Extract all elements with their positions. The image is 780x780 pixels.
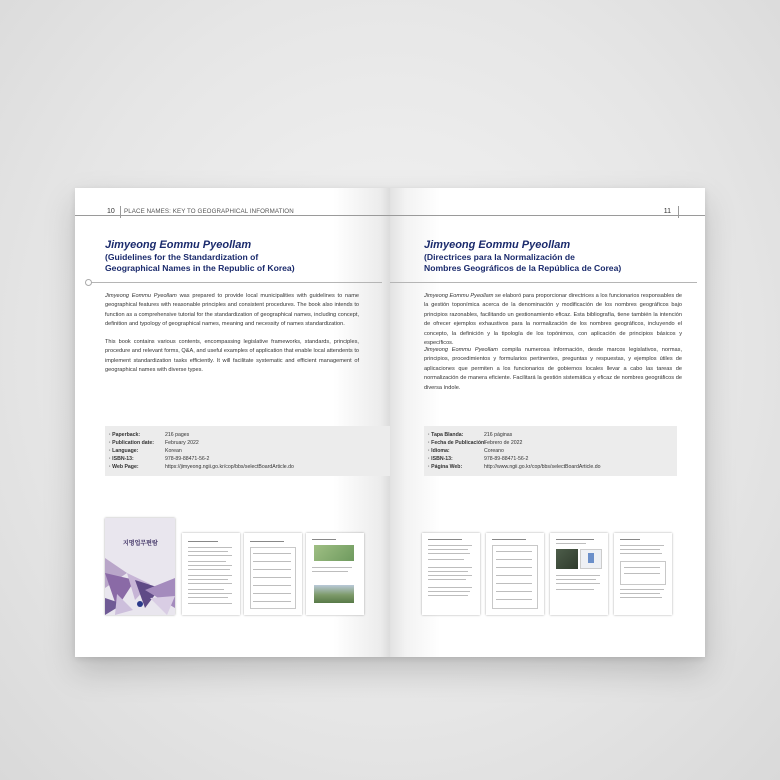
running-title: PLACE NAMES: KEY TO GEOGRAPHICAL INFORMATION: [124, 208, 294, 215]
paragraph-1: [424, 292, 682, 348]
spec-band: [424, 426, 677, 476]
paragraph-lead: Jimyeong Eommu Pyeollam: [424, 293, 494, 299]
spec-row: [109, 432, 369, 439]
spec-row: [428, 440, 688, 447]
paragraph-text: compila numerosa información, desde marcos legislativos, normas, principios, procedimientos y formularios pertinentes, preguntas y respuestas, y ejemplos útiles de aplicaciones que permiten a los funcionarios de gobiernos locales llevar a cabo las tareas de normalización de manera eficiente. Facilitará la gestión sistemática y eficaz de nombres geográficos de diversa índole.: [424, 347, 683, 391]
page-number: 10: [107, 208, 115, 215]
spec-value: 978-89-88471-56-2: [484, 456, 529, 462]
book-title: Jimyeong Eommu Pyeollam: [424, 239, 571, 251]
spec-key: · Idioma:: [428, 448, 450, 454]
spec-key: · ISBN-13:: [109, 456, 134, 462]
header-rule: [75, 215, 390, 216]
spec-key: · ISBN-13:: [428, 456, 453, 462]
spec-value: February 2022: [165, 440, 199, 446]
spec-key: · Tapa Blanda:: [428, 432, 464, 438]
page-thumbnail: [422, 533, 480, 615]
book-cover-thumbnail: [105, 518, 175, 615]
right-page: [390, 188, 705, 657]
page-thumbnail: [244, 533, 302, 615]
spec-row: [428, 464, 688, 471]
header-separator: [120, 206, 121, 218]
paragraph-text: se elaboró para proporcionar directrices a los funcionarios responsables de la gestión toponímica acerca de la denominación y modificación de los nombres geográficos bajo principios razonables, facilitando un gestionamiento eficaz. Esta bibliografía, tiene también la intención de ofrecer ejemplos exhaustivos para la normalización de los nombres geográficos, incluyendo el concepto, la definición y la tipología de los topónimos, con aplicación de principios básicos y específicos.: [424, 293, 682, 347]
book-spread: [75, 188, 705, 657]
page-thumbnail: [306, 533, 364, 615]
book-subtitle: [105, 252, 355, 274]
paragraph-1: [105, 292, 359, 330]
book-title: Jimyeong Eommu Pyeollam: [105, 239, 252, 251]
book-subtitle: [424, 252, 674, 274]
spec-key: · Publication date:: [109, 440, 154, 446]
subtitle-line: Nombres Geográficos de la República de Corea): [424, 263, 622, 273]
spec-row: [109, 464, 369, 471]
cover-title: 지명업무편람: [123, 541, 158, 547]
subtitle-line: (Guidelines for the Standardization of: [105, 252, 259, 262]
spec-value: http://www.ngii.go.kr/cop/bbs/selectBoardArticle.do: [484, 464, 601, 470]
spec-value: Febrero de 2022: [484, 440, 523, 446]
page-thumbnail: [614, 533, 672, 615]
spec-value: Coreano: [484, 448, 504, 454]
page-thumbnail: [182, 533, 240, 615]
spec-row: [109, 456, 369, 463]
subtitle-line: (Directrices para la Normalización de: [424, 252, 575, 262]
spec-row: [109, 448, 369, 455]
spec-key: · Fecha de Publicación:: [428, 440, 486, 446]
paragraph-lead: Jimyeong Eommu Pyeollam: [105, 293, 177, 299]
paragraph-2: This book contains various contents, encompassing legislative frameworks, standards, principles, procedure and relevant forms, Q&A, and useful examples of application that enable local attendents to implement standardization tasks efficiently. It will facilitate systematic and efficient management of geographical names with diverse types.: [105, 339, 359, 374]
spec-value: Korean: [165, 448, 182, 454]
spec-key: · Página Web:: [428, 464, 463, 470]
page-thumbnail: [486, 533, 544, 615]
page-thumbnail: [550, 533, 608, 615]
spec-value: https://jimyeong.ngii.go.kr/cop/bbs/selectBoardArticle.do: [165, 464, 294, 470]
spec-row: [428, 432, 688, 439]
spec-key: · Paperback:: [109, 432, 141, 438]
paragraph-lead: Jimyeong Eommu Pyeollam: [424, 347, 498, 353]
spec-row: [109, 440, 369, 447]
cover-art: [105, 518, 175, 615]
section-rule: [390, 282, 697, 283]
spec-value: 216 páginas: [484, 432, 513, 438]
left-page: [75, 188, 390, 657]
spec-band: [105, 426, 390, 476]
rule-dot: [85, 279, 92, 286]
page-number: 11: [663, 208, 671, 215]
spec-value: 978-89-88471-56-2: [165, 456, 210, 462]
subtitle-line: Geographical Names in the Republic of Korea): [105, 263, 295, 273]
paragraph-text: was prepared to provide local municipalities with guidelines to name geographical features with reasonable principles and consistent procedures. The book also intends to function as a comprehensive tutorial for the standardization of geographical names, including concept, definition and typology of geographical names, meaning and necessity of names standardization.: [105, 293, 359, 328]
header-rule: [390, 215, 705, 216]
spec-row: [428, 456, 688, 463]
section-rule: [87, 282, 382, 283]
spec-key: · Language:: [109, 448, 139, 454]
paragraph-2: [424, 346, 682, 393]
spec-key: · Web Page:: [109, 464, 139, 470]
spec-row: [428, 448, 688, 455]
spec-value: 216 pages: [165, 432, 190, 438]
header-separator: [678, 206, 679, 218]
